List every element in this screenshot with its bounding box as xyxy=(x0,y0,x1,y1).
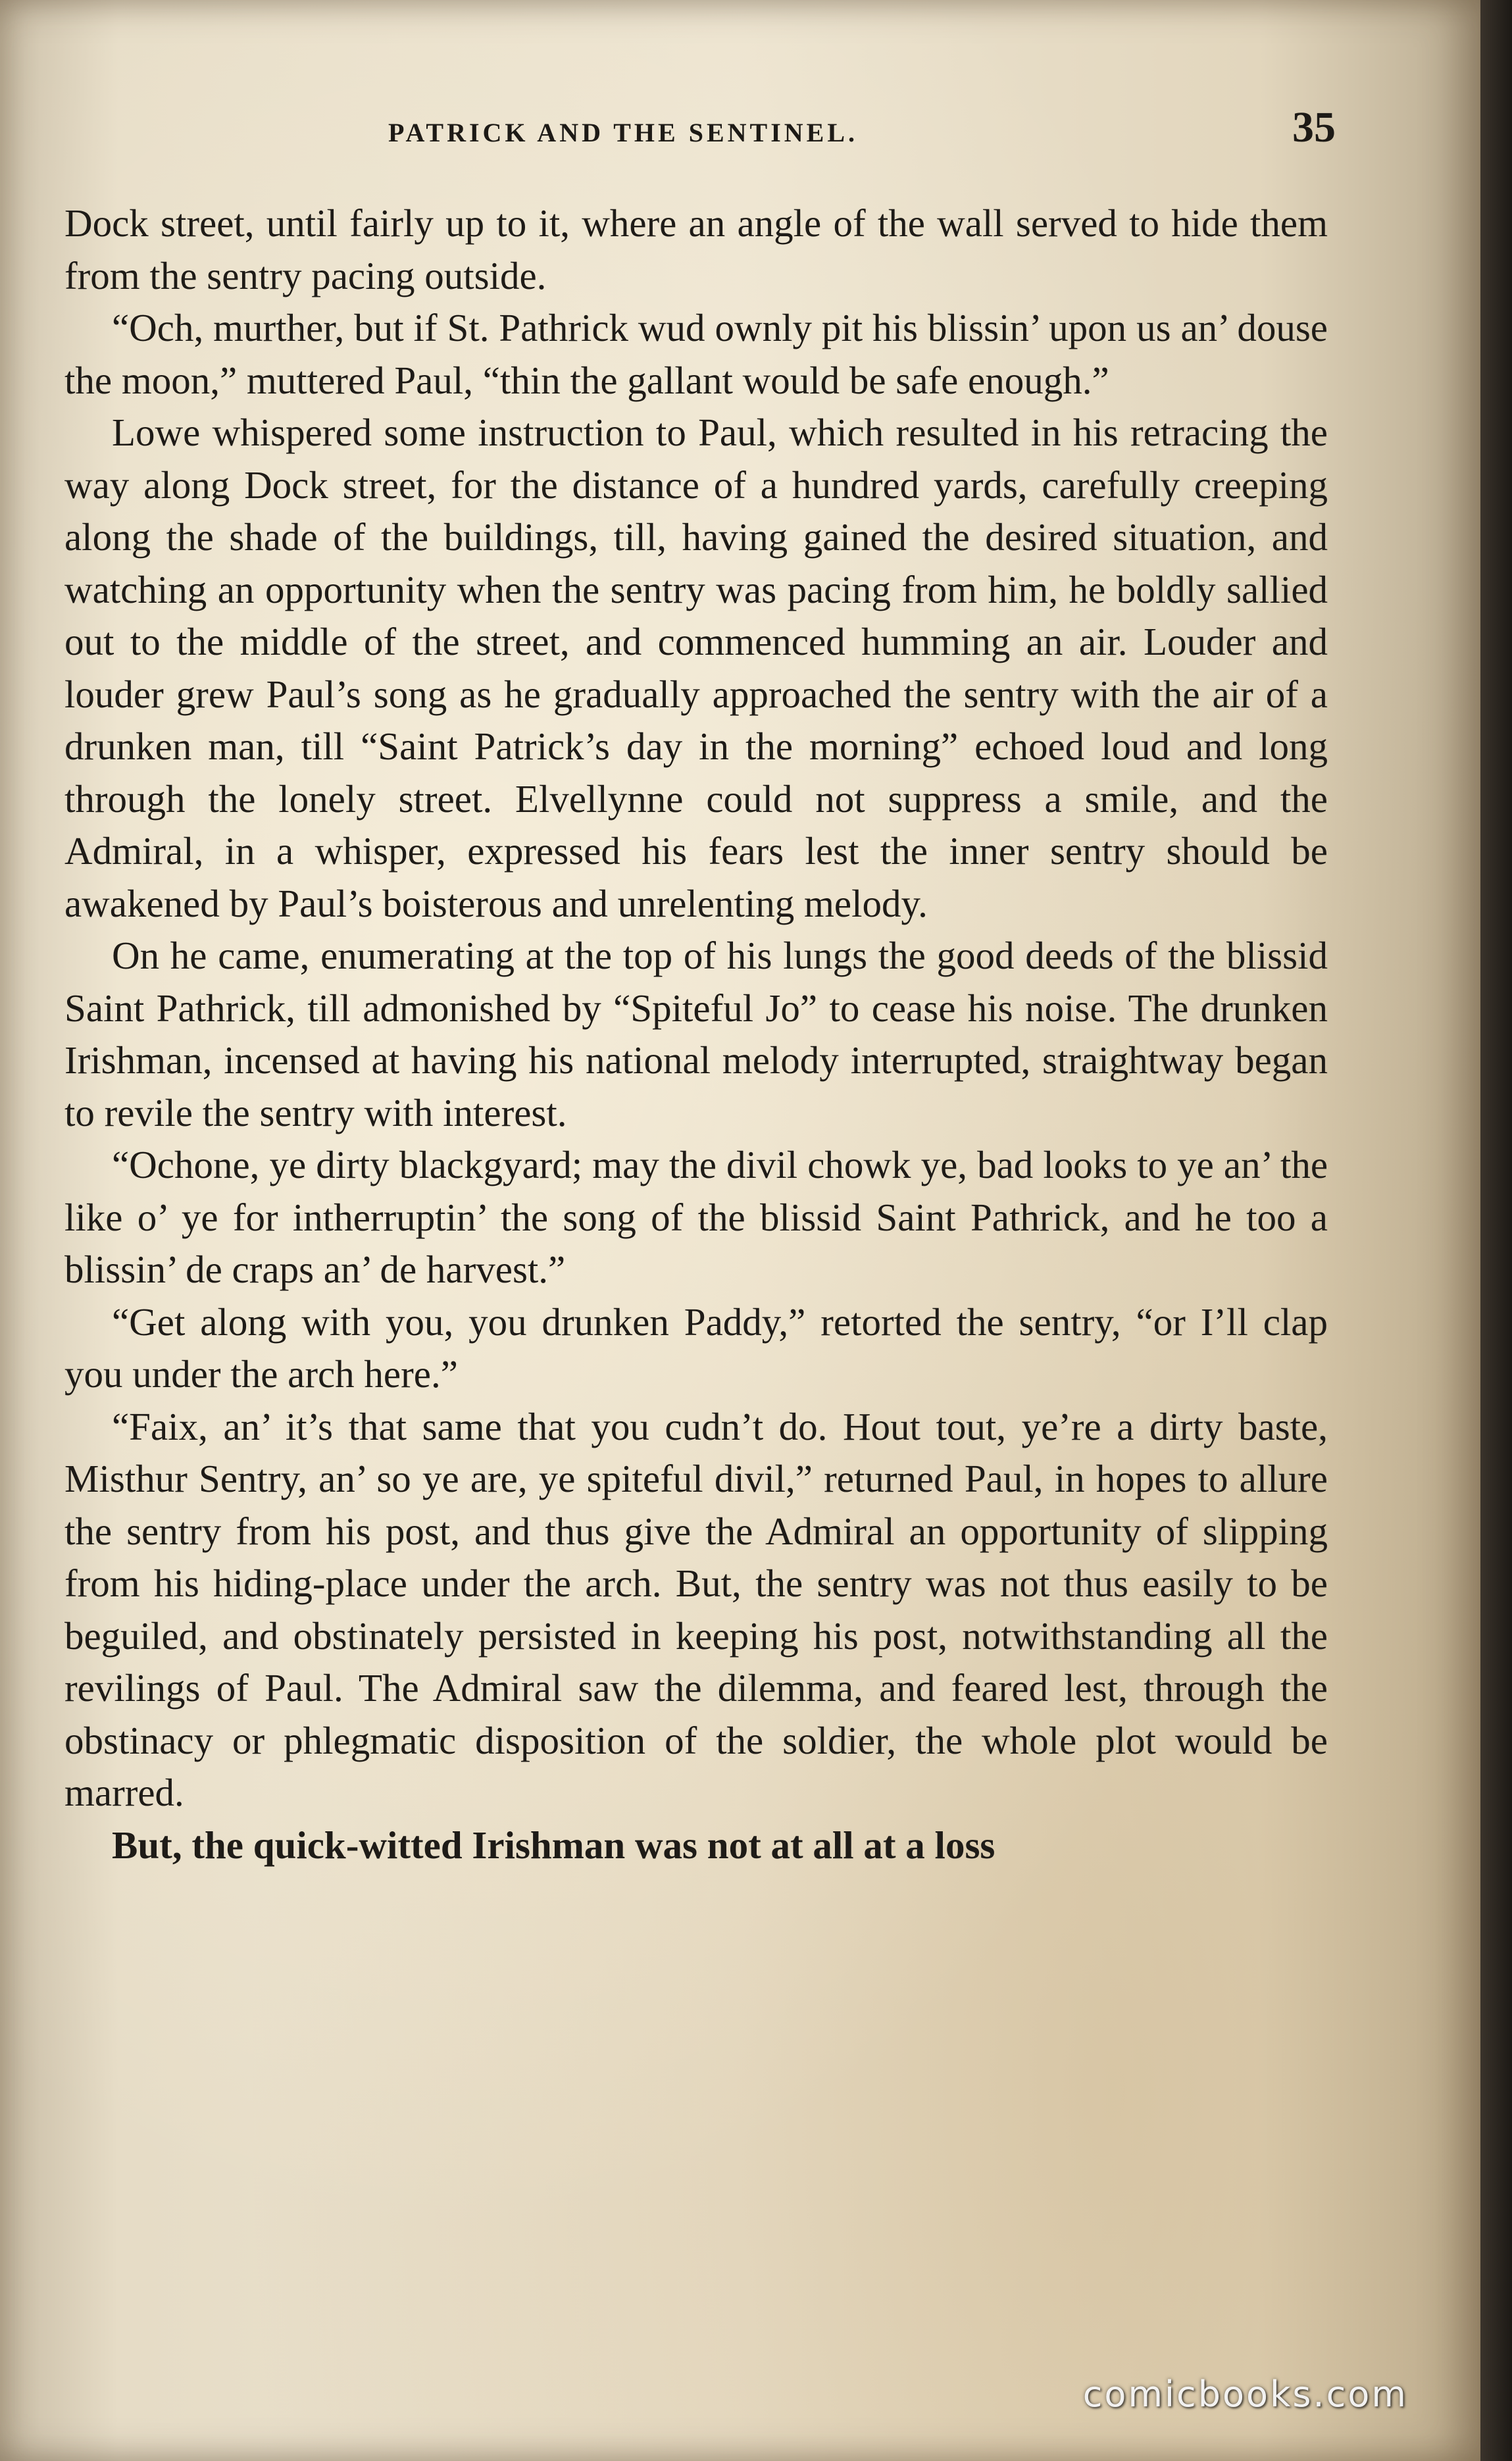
book-edge xyxy=(1480,0,1512,2461)
paragraph: “Ochone, ye dirty blackgyard; may the divil chowk ye, bad looks to ye an’ the like o’ ye for intherruptin’ the song of the blissid Saint Pathrick, and he too a blissin’ de craps an’ de harvest.” xyxy=(64,1143,1328,1291)
paragraph: But, the quick-witted Irishman was not at all at a loss xyxy=(112,1823,995,1867)
running-head: PATRICK AND THE SENTINEL. xyxy=(388,118,859,147)
paragraph: “Faix, an’ it’s that same that you cudn’t do. Hout tout, ye’re a dirty baste, Misthur Sentry, an’ so ye are, ye spiteful divil,” returned Paul, in hopes to allure the sentry from his post, and thus give the Admiral an opportunity of slipping from his hiding-place under the arch. But, the sentry was not thus easily to be beguiled, and obstinately persisted in keeping his post, notwithstanding all the revilings of Paul. The Admiral saw the dilemma, and feared lest, through the obstinacy or phlegmatic disposition of the soldier, the whole plot would be marred. xyxy=(64,1404,1328,1814)
paragraph: Dock street, until fairly up to it, where an angle of the wall served to hide them from the sentry pacing outside. xyxy=(64,201,1328,297)
paragraph: “Och, murther, but if St. Pathrick wud ownly pit his blissin’ upon us an’ douse the moon,” muttered Paul, “thin the gallant would be safe enough.” xyxy=(64,306,1328,402)
page-number: 35 xyxy=(1292,103,1336,151)
paragraph: “Get along with you, you drunken Paddy,” retorted the sentry, “or I’ll clap you under the arch here.” xyxy=(64,1300,1328,1396)
paragraph: On he came, enumerating at the top of his lungs the good deeds of the blissid Saint Pathrick, till admonished by “Spiteful Jo” to cease his noise. The drunken Irishman, incensed at having his national melody interrupted, straightway began to revile the sentry with interest. xyxy=(64,934,1328,1134)
page-header xyxy=(66,99,1336,158)
paragraph: Lowe whispered some instruction to Paul, which resulted in his retracing the way along Dock street, for the distance of a hundred yards, carefully creeping along the shade of the buildings, till, having gained the desired situation, and watching an opportunity when the sentry was pacing from him, he boldly sallied out to the middle of the street, and commenced humming an air. Louder and louder grew Paul’s song as he gradually approached the sentry with the air of a drunken man, till “Saint Patrick’s day in the morning” echoed loud and long through the lonely street. Elvellynne could not suppress a smile, and the Admiral, in a whisper, expressed his fears lest the inner sentry should be awakened by Paul’s boisterous and unrelenting melody. xyxy=(64,411,1328,925)
body-text xyxy=(64,197,1328,1871)
watermark: comicbooks.com xyxy=(1082,2373,1408,2415)
